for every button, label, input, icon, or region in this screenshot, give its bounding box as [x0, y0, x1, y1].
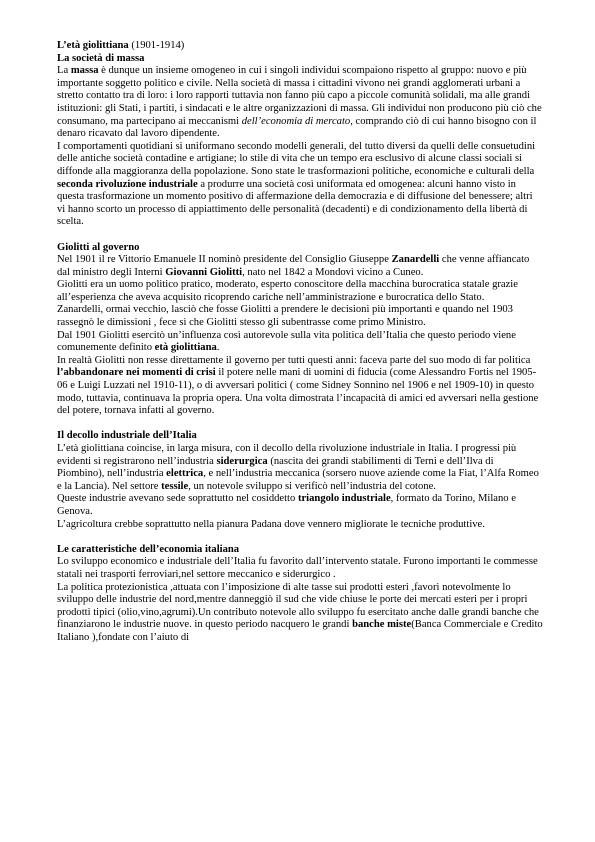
- text-run: I comportamenti quotidiani si uniformano secondo modelli generali, del tutto diversi da quelli delle consuetudini delle antiche società contadine e artigiane; lo stile di vita che un tempo era esclusivo di alcune classi sociali si diffonde alla maggioranza della popolazione. Sono state le trasformazioni politiche, economiche e culturali della: [57, 140, 536, 177]
- paragraph: [57, 330, 543, 355]
- paragraph: [57, 519, 543, 532]
- paragraph: [57, 556, 543, 581]
- text-run: L’agricoltura crebbe soprattutto nella pianura Padana dove vennero migliorate le tecniche produttive.: [57, 518, 485, 530]
- section-heading: La società di massa: [57, 52, 145, 64]
- bold-term: siderurgica: [216, 455, 268, 467]
- text-run: .: [216, 342, 220, 354]
- text-run: è dunque un insieme omogeneo in cui i singoli individui scompaiono rispetto al gruppo: nuovo e più importante soggetto politico e civile. Nella società di massa i cittadini vivono nei grandi agglomerati urbani a stretto contatto tra di loro: i loro rapporti tuttavia non fanno più capo a piccole comunità solidali, ma alle grandi istituzioni: gli Stati, i partiti, i sindacati e le altre organizzazioni di massa. Gli individui non producono più ciò che consumano, ma partecipano ai meccanismi: [57, 65, 542, 127]
- paragraph: [57, 582, 543, 645]
- text-run: Queste industrie avevano sede soprattutto nel cosiddetto: [57, 493, 298, 505]
- text-run: Zanardelli, ormai vecchio, lasciò che fosse Giolitti a prendere le decisioni più importanti e quando nel 1903 rassegnò le dimissioni , fece sì che Giolitti stesso gli subentrasse come primo Ministro.: [57, 304, 513, 329]
- bold-term: l’abbandonare nei momenti di crisi: [57, 367, 216, 379]
- section: [57, 53, 543, 229]
- section: [57, 430, 543, 531]
- text-run: che venne affiancato dal ministro degli Interni: [57, 254, 530, 278]
- document-page: [57, 40, 543, 645]
- paragraph: [57, 304, 543, 329]
- text-run: Dal 1901 Giolitti esercitò un’influenza così autorevole sulla vita politica dell’Italia che questo periodo viene comunemente definito: [57, 329, 516, 354]
- paragraph: [57, 355, 543, 418]
- text-run: L’età giolittiana coincise, in larga misura, con il decollo della rivoluzione industriale in Italia. I progressi più evidenti si registrarono nell’industria: [57, 443, 517, 467]
- paragraph: [57, 65, 543, 141]
- text-run: a produrre una società così uniformata ed omogenea: alcuni hanno visto in questa trasformazione un momento positivo di affermazione della democrazia e di diffusione del benessere; altri vi hanno scorto un processo di appiattimento delle personalità (decadenti) e di condizionamento della libertà di scelta.: [57, 178, 533, 228]
- text-run: (Banca Commerciale e Credito Italiano ),fondate con l’aiuto di: [57, 619, 543, 643]
- text-run: Giolitti era un uomo politico pratico, moderato, esperto conoscitore della macchina burocratica statale grazie all’esperienza che aveva acquisito ricoprendo cariche nell’amministrazione e burocratica dello Stato.: [57, 279, 518, 303]
- text-run: il potere nelle mani di uomini di fiducia (come Alessandro Fortis nel 1905-06 e Luigi Luzzati nel 1910-11), o di avversari politici ( come Sidney Sonnino nel 1906 e nel 1909-10) in questo modo, tuttavia, continuava la propria opera. Una volta dimostrata l’incapacità di amici ed avversari nella gestione del potere, tornava infatti al governo.: [57, 367, 539, 417]
- text-run: In realtà Giolitti non resse direttamente il governo per tutti questi anni: faceva parte del suo modo di far politica: [57, 354, 531, 366]
- bold-term: età giolittiana: [154, 342, 217, 354]
- text-run: , formato da Torino, Milano e Genova.: [57, 493, 516, 517]
- section: [57, 242, 543, 418]
- document-body: [57, 53, 543, 645]
- section-heading: Le caratteristiche dell’economia italiana: [57, 543, 240, 555]
- title-main: L’età giolittiana: [57, 40, 129, 51]
- bold-term: triangolo industriale: [297, 493, 391, 505]
- section-heading: Il decollo industriale dell’Italia: [57, 430, 197, 442]
- bold-term: elettrica: [166, 468, 204, 480]
- paragraph: [57, 443, 543, 493]
- text-run: La politica protezionistica ,attuata con l’imposizione di alte tasse sui prodotti esteri ,favorì notevolmente lo sviluppo delle industrie del nord,mentre danneggiò il sud che vide chiuse le porte dei mercati esteri per i propri prodotti tipici (olio,vino,agrumi).Un contributo notevole allo sviluppo fu esercitato anche dalle grandi banche che finanziarono le industrie nuove. in questo periodo nacquero le grandi: [57, 581, 539, 631]
- text-run: , comprando ciò di cui hanno bisogno con il denaro ricavato dal lavoro dipendente.: [57, 115, 537, 140]
- text-run: Nel 1901 il re Vittorio Emanuele II nominò presidente del Consiglio Giuseppe: [57, 254, 392, 266]
- text-run: , nato nel 1842 a Mondovì vicino a Cuneo.: [242, 266, 424, 278]
- bold-term: Zanardelli: [391, 254, 440, 266]
- text-run: (nascita dei grandi stabilimenti di Terni e dell’Ilva di Piombino), nell’industria: [57, 455, 494, 480]
- bold-term: tessile: [161, 480, 189, 492]
- text-run: , un notevole sviluppo si verificò nell’industria del cotone.: [188, 480, 436, 492]
- text-run: , e nell’industria meccanica (sorsero nuove aziende come la Fiat, l’Alfa Romeo e la Lancia). Nel settore: [57, 468, 539, 492]
- bold-term: Giovanni Giolitti: [165, 266, 243, 278]
- section-heading: Giolitti al governo: [57, 241, 140, 253]
- text-run: Lo sviluppo economico e industriale dell’Italia fu favorito dall’intervento statale. Furono importanti le commesse statali nei trasporti ferroviari,nel settore meccanico e siderurgico .: [57, 556, 538, 580]
- italic-term: dell’economia di mercato: [241, 115, 351, 127]
- section: [57, 544, 543, 645]
- paragraph: [57, 279, 543, 304]
- bold-term: banche miste: [352, 619, 412, 631]
- text-run: La: [57, 65, 71, 77]
- title-years: (1901-1914): [128, 40, 185, 51]
- paragraph: [57, 493, 543, 518]
- paragraph: [57, 141, 543, 229]
- paragraph: [57, 254, 543, 279]
- bold-term: seconda rivoluzione industriale: [57, 178, 198, 190]
- document-title: [57, 40, 543, 53]
- bold-term: massa: [70, 65, 99, 77]
